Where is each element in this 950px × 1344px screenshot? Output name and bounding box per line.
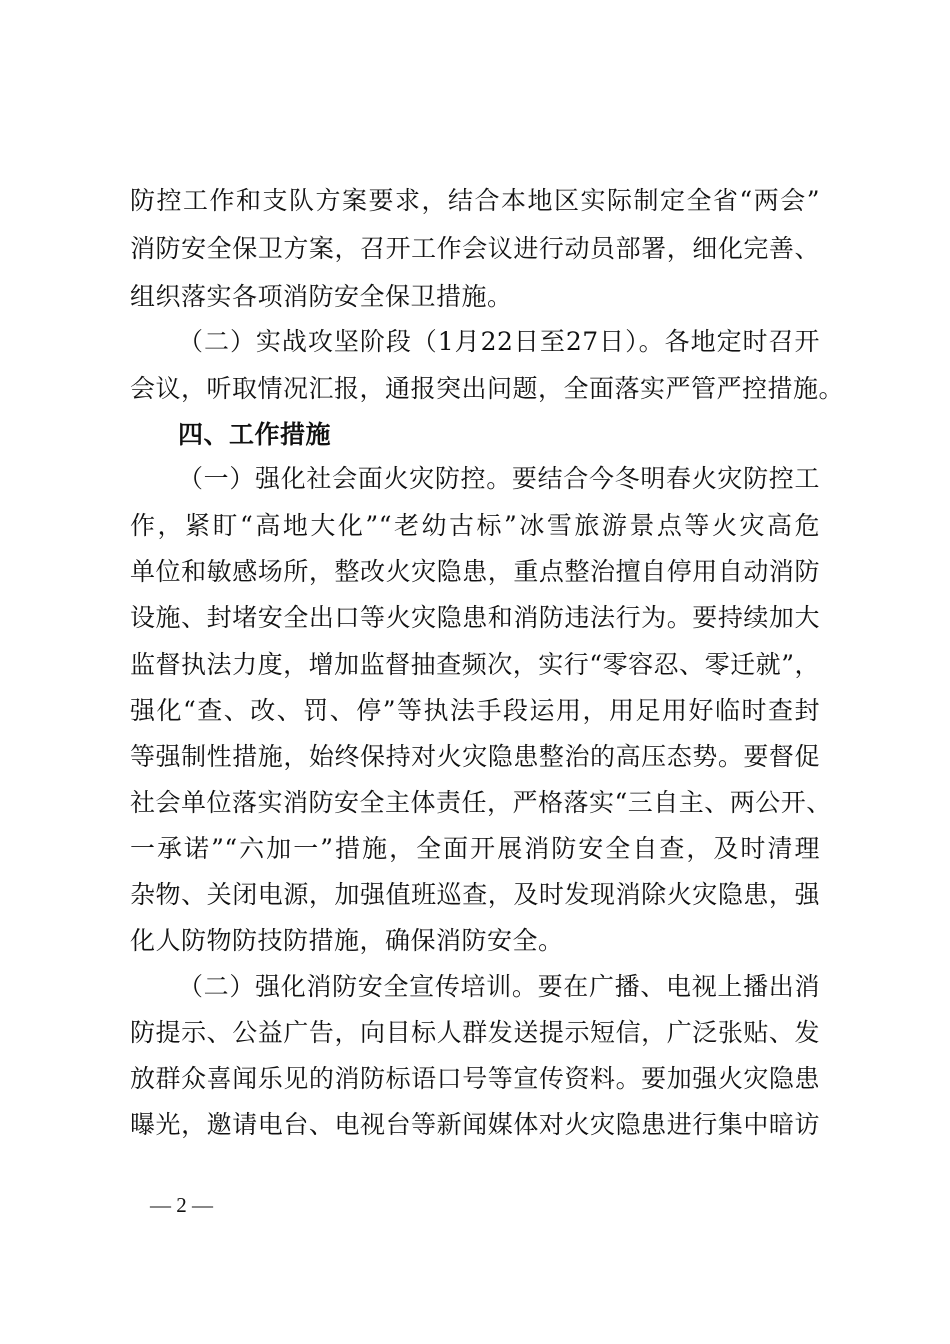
body-line: 监督执法力度，增加监督抽查频次，实行“零容忍、零迁就”， xyxy=(130,650,820,679)
body-line: 防控工作和支队方案要求，结合本地区实际制定全省“两会” xyxy=(130,186,820,215)
body-line: 杂物、关闭电源，加强值班巡查，及时发现消除火灾隐患，强 xyxy=(130,880,820,909)
section-heading: 四、工作措施 xyxy=(178,420,332,449)
body-line: 会议，听取情况汇报，通报突出问题，全面落实严管严控措施。 xyxy=(130,374,845,403)
body-line: 组织落实各项消防安全保卫措施。 xyxy=(130,282,513,311)
body-line: 放群众喜闻乐见的消防标语口号等宣传资料。要加强火灾隐患 xyxy=(130,1064,820,1093)
subsection-heading-line: （二）实战攻坚阶段（1月22日至27日）。各地定时召开 xyxy=(178,327,820,356)
subsection-heading-line: （一）强化社会面火灾防控。要结合今冬明春火灾防控工 xyxy=(178,464,820,493)
body-line: 消防安全保卫方案，召开工作会议进行动员部署，细化完善、 xyxy=(130,234,820,263)
body-line: 设施、封堵安全出口等火灾隐患和消防违法行为。要持续加大 xyxy=(130,603,820,632)
body-line: 一承诺”“六加一”措施，全面开展消防安全自查，及时清理 xyxy=(130,834,820,863)
body-line: 作，紧盯“高地大化”“老幼古标”冰雪旅游景点等火灾高危 xyxy=(130,511,820,540)
body-line: 单位和敏感场所，整改火灾隐患，重点整治擅自停用自动消防 xyxy=(130,557,820,586)
body-line: 社会单位落实消防安全主体责任，严格落实“三自主、两公开、 xyxy=(130,788,832,817)
body-line: 防提示、公益广告，向目标人群发送提示短信，广泛张贴、发 xyxy=(130,1018,820,1047)
body-line: 曝光，邀请电台、电视台等新闻媒体对火灾隐患进行集中暗访 xyxy=(130,1110,820,1139)
page-number: — 2 — xyxy=(150,1193,213,1217)
body-line: 等强制性措施，始终保持对火灾隐患整治的高压态势。要督促 xyxy=(130,742,820,771)
body-line: 强化“查、改、罚、停”等执法手段运用，用足用好临时查封 xyxy=(130,696,820,725)
subsection-heading-line: （二）强化消防安全宣传培训。要在广播、电视上播出消 xyxy=(178,972,820,1001)
body-line: 化人防物防技防措施，确保消防安全。 xyxy=(130,926,564,955)
